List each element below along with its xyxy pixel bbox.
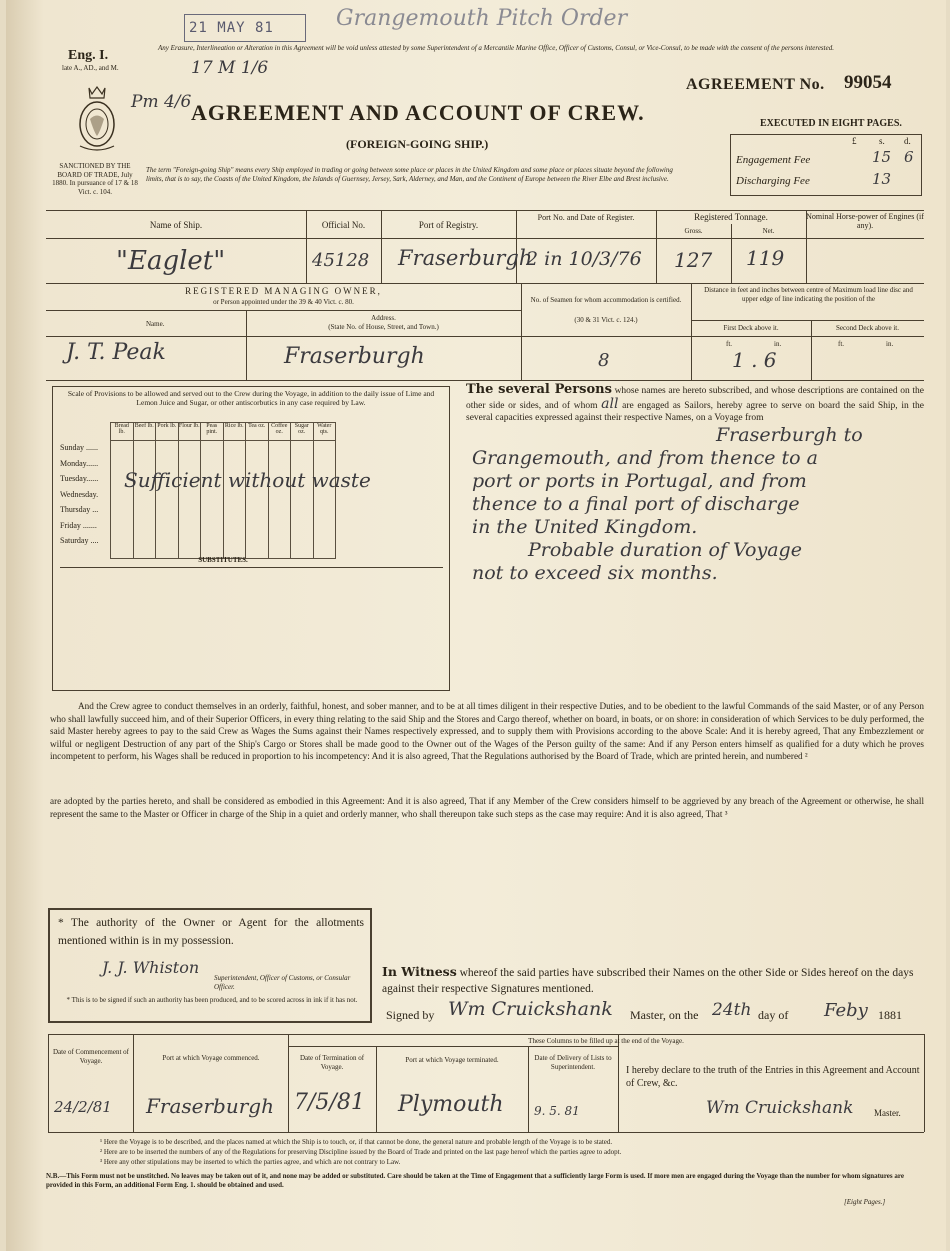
authority-text: * The authority of the Owner or Agent for the allotments mentioned within is in my possession. <box>58 917 364 947</box>
sanction-text: SANCTIONED BY THE BOARD OF TRADE, July 1880. In pursuance of 17 & 18 Vict. c. 104. <box>52 162 138 196</box>
provision-day: Monday...... <box>60 458 99 468</box>
provision-day: Thursday ... <box>60 505 99 514</box>
second-deck-ft: ft. <box>838 340 845 348</box>
provisions-handwritten: Sufficient without waste <box>124 468 371 492</box>
superintendent-role: Superintendent, Officer of Customs, or Consular Officer. <box>214 974 351 991</box>
agreement-number: 99054 <box>844 72 892 93</box>
official-no: 45128 <box>312 250 370 271</box>
owner-name: J. T. Peak <box>66 340 166 365</box>
provision-col-header: Flour lb. <box>178 423 201 441</box>
provision-col-cell <box>201 441 224 559</box>
footnote-1: ¹ Here the Voyage is to be described, and the places named at which the Ship is to touch, or, if that cannot be done, the general nature and probable length of the Voyage is to be stated. <box>100 1138 613 1146</box>
port-commenced: Fraserburgh <box>146 1094 274 1118</box>
owner-address: Fraserburgh <box>284 344 425 369</box>
provision-col-header: Peas pint. <box>201 423 224 441</box>
voyage-line: in the United Kingdom. <box>472 516 698 538</box>
col-delivery-date: Date of Delivery of Lists to Superintendent. <box>534 1054 612 1071</box>
master-label: Master. <box>874 1108 901 1118</box>
first-deck-in: in. <box>774 340 782 348</box>
provision-col-header: Tea oz. <box>246 423 269 441</box>
nb-note: N.B.—This Form must not be unstitched. No leaves may be taken out of it, and none may be added or substituted. Care should be taken at the Time of Engagement that a sufficiently large Form is used. If more men are engaged during the Voyage than the number for whom signatures are provided in this Form, an additional Form Eng. 1. should be obtained and used. <box>46 1172 904 1189</box>
provision-day: Sunday ...... <box>60 443 98 452</box>
port-no-date: 2 in 10/3/76 <box>526 248 642 270</box>
fee-pound-label: £ <box>852 136 857 146</box>
col-horse-power: Nominal Horse-power of Engines (if any). <box>806 212 924 230</box>
col-owner-address: Address. <box>371 314 396 322</box>
voyage-description <box>472 424 932 585</box>
footnote-2: ² Here are to be inserted the numbers of any of the Regulations for preserving Discipline issued by the Board of Trade and printed on the last page hereof which the parties agree to adopt. <box>100 1148 622 1156</box>
col-seamen: No. of Seamen for whom accommodation is certified. <box>530 296 682 304</box>
discharging-fee-label: Discharging Fee <box>736 175 810 187</box>
signed-by-label: Signed by <box>386 1008 435 1022</box>
eng-label: Eng. I. <box>68 48 109 63</box>
owner-heading: REGISTERED MANAGING OWNER, <box>185 286 382 296</box>
provision-col-header: Rice lb. <box>223 423 246 441</box>
voyage-line: port or ports in Portugal, and from <box>472 470 807 492</box>
date-stamp: 21 MAY 81 <box>184 14 306 42</box>
fee-s-label: s. <box>879 136 885 146</box>
day-of-label: day of <box>758 1008 789 1022</box>
provision-col-cell <box>268 441 291 559</box>
seamen-count: 8 <box>598 350 610 371</box>
master-on-label: Master, on the <box>630 1008 699 1022</box>
col-official-no: Official No. <box>321 220 366 230</box>
agreement-number-label: AGREEMENT No. <box>686 76 825 93</box>
master-signature-2: Wm Cruickshank <box>706 1098 854 1118</box>
provision-col-header: Beef lb. <box>133 423 156 441</box>
royal-crest-icon <box>72 84 122 154</box>
signing-year: 1881 <box>878 1008 902 1022</box>
engagement-fee-value: 15 <box>872 148 892 166</box>
provision-col-header: Sugar oz. <box>291 423 314 441</box>
col-termination-date: Date of Termination of Voyage. <box>299 1054 365 1071</box>
col-distance: Distance in feet and inches between centre of Maximum load line disc and upper edge of line indicating the position of the <box>704 286 913 303</box>
witness-text: In Witness whereof the said parties have subscribed their Names on the other Side or Sides hereof on the days against their respective Signatures mentioned. <box>382 964 914 995</box>
provision-col-header: Pork lb. <box>156 423 179 441</box>
provision-col-cell <box>111 441 134 559</box>
engagement-fee-label: Engagement Fee <box>736 154 811 166</box>
gross-tonnage: 127 <box>674 248 713 272</box>
provision-col-cell <box>246 441 269 559</box>
delivery-date: 9. 5. 81 <box>534 1104 580 1118</box>
provision-col-cell <box>133 441 156 559</box>
provision-col-cell <box>313 441 336 559</box>
provision-day: Tuesday...... <box>60 474 99 483</box>
executed-note: EXECUTED IN EIGHT PAGES. <box>760 118 902 129</box>
col-gross: Gross. <box>684 227 703 235</box>
engagement-fee-d: 6 <box>904 148 914 166</box>
col-owner-address-sub: (State No. of House, Street, and Town.) <box>328 323 439 331</box>
first-deck-ft: ft. <box>726 340 733 348</box>
definition-text: The term "Foreign-going Ship" means every Ship employed in trading or going between some place or places in the United Kingdom and some place or places situate beyond the following limits, that is to say, the Coasts of the United Kingdom, the Islands of Guernsey, Jersey, Sark, Alderney, and Man, and the Continent of Europe between the River Elbe and Brest inclusive. <box>146 166 673 183</box>
owner-heading-sub: or Person appointed under the 39 & 40 Vict. c. 80. <box>213 298 354 306</box>
provision-col-header: Water qts. <box>313 423 336 441</box>
provision-col-cell <box>291 441 314 559</box>
provision-col-header: Bread lb. <box>111 423 134 441</box>
col-ship-name: Name of Ship. <box>149 220 203 230</box>
signing-month: Feby <box>824 1000 868 1021</box>
col-port-registry: Port of Registry. <box>418 220 479 230</box>
net-tonnage: 119 <box>746 246 785 270</box>
col-tonnage: Registered Tonnage. <box>694 212 768 222</box>
page-count: [Eight Pages.] <box>844 1198 886 1206</box>
col-port-terminated: Port at which Voyage terminated. <box>405 1056 499 1064</box>
master-signature: Wm Cruickshank <box>448 998 613 1020</box>
col-seamen-sub: (30 & 31 Vict. c. 124.) <box>574 316 638 324</box>
top-annotation: Grangemouth Pitch Order <box>336 6 628 31</box>
footnote-3: ³ Here any other stipulations may be inserted to which the parties agree, and which are not contrary to Law. <box>100 1158 401 1166</box>
authority-note: * This is to be signed if such an authority has been produced, and to be scored across in ink if it has not. <box>66 996 358 1004</box>
col-owner-name: Name. <box>146 320 165 328</box>
fee-d-label: d. <box>904 136 911 146</box>
eng-sub: late A., AD., and M. <box>62 64 119 72</box>
first-deck-distance: 1 . 6 <box>732 348 777 372</box>
col-net: Net. <box>762 227 775 235</box>
provision-day: Friday ....... <box>60 520 97 530</box>
provision-col-header: Coffee oz. <box>268 423 291 441</box>
persons-paragraph: The several Persons whose names are hereto subscribed, and whose descriptions are contained on the other side or sides, and of whom all are engaged as Sailors, hereby agree to serve on board the said Ship, in the several capacities expressed against their respective Names, on a Voyage from <box>466 382 925 423</box>
provision-col-cell <box>156 441 179 559</box>
agreement-paragraph-1: And the Crew agree to conduct themselves in an orderly, faithful, honest, and sober manner, and to be at all times diligent in their respective Duties, and to be obedient to the lawful Commands of the said Master, or of any Person who shall lawfully succeed him, and of their Superior Officers, in every thing relating to the said Ship and the Stores and Cargo thereof, whether on board, in boats, or on shore: in consideration of which Services to be duly performed, the said Master hereby agrees to pay to the said Crew as Wages the Sums against their Names respectively expressed, and to supply them with Provisions according to the above Scale: And it is hereby agreed, That any Embezzlement or wilful or negligent Destruction of any part of the Ship's Cargo or Stores shall be made good to the Owner out of the Wages of the Person guilty of the same: And if any Person enters himself as qualified for a duty which he proves incompetent to perform, his Wages shall be reduced in proportion to his incompetency: And it is also agreed, That the Regulations authorised by the Board of Trade, which are printed herein, and numbered ² <box>50 701 924 761</box>
page-subtitle: (FOREIGN-GOING SHIP.) <box>346 137 489 151</box>
voyage-line: thence to a final port of discharge <box>472 493 800 515</box>
voyage-line: Probable duration of Voyage <box>528 539 802 561</box>
superintendent-signature: J. J. Whiston <box>102 958 200 977</box>
master-declaration: I hereby declare to the truth of the Entries in this Agreement and Account of Crew, &c. <box>626 1065 920 1089</box>
provision-day: Saturday .... <box>60 536 99 545</box>
left-annotation-2: Pm 4/6 <box>131 92 192 112</box>
signing-day: 24th <box>712 1000 752 1020</box>
col-first-deck: First Deck above it. <box>723 324 779 332</box>
provision-day: Wednesday. <box>60 489 99 499</box>
discharging-fee-value: 13 <box>872 170 892 188</box>
erasure-note: Any Erasure, Interlineation or Alteration in this Agreement will be void unless attested by some Superintendent of a Mercantile Marine Office, Officer of Customs, Consul, or Vice-Consul, to be made with the consent of the persons interested. <box>158 44 834 52</box>
provisions-heading: Scale of Provisions to be allowed and served out to the Crew during the Voyage, in addition to the daily issue of Lime and Lemon Juice and Sugar, or other antiscorbutics in any case required by Law. <box>67 389 435 407</box>
port-registry: Fraserburgh <box>398 246 533 270</box>
provision-col-cell <box>178 441 201 559</box>
ship-name: "Eaglet" <box>116 246 226 276</box>
second-deck-in: in. <box>886 340 894 348</box>
col-commencement-date: Date of Commencement of Voyage. <box>52 1048 129 1065</box>
agreement-paragraph-2: are adopted by the parties hereto, and shall be considered as embodied in this Agreement: And it is also agreed, That if any Member of the Crew considers himself to be aggrieved by any breach of the Agreement or otherwise, he shall represent the same to the Master or Officer in charge of the Ship in a quiet and orderly manner, who shall thereupon take such steps as the case may require: And it is also agreed, That ³ <box>50 796 924 819</box>
col-port-commenced: Port at which Voyage commenced. <box>162 1054 260 1062</box>
voyage-line: Fraserburgh to <box>716 424 863 446</box>
voyage-line: not to exceed six months. <box>472 562 718 584</box>
voyage-line: Grangemouth, and from thence to a <box>472 447 818 469</box>
termination-date: 7/5/81 <box>294 1090 365 1115</box>
provisions-days <box>60 440 98 549</box>
commencement-date: 24/2/81 <box>54 1098 112 1116</box>
col-second-deck: Second Deck above it. <box>836 324 899 332</box>
provision-col-cell <box>223 441 246 559</box>
left-annotation: 17 M 1/6 <box>191 58 269 78</box>
port-terminated: Plymouth <box>398 1092 504 1117</box>
substitutes-label: SUBSTITUTES. <box>198 556 248 564</box>
col-port-no: Port No. and Date of Register. <box>537 213 635 222</box>
termination-header-note: These Columns to be filled up at the end of the Voyage. <box>528 1037 684 1045</box>
document-page <box>6 0 946 1251</box>
page-title: AGREEMENT AND ACCOUNT OF CREW. <box>191 100 645 125</box>
